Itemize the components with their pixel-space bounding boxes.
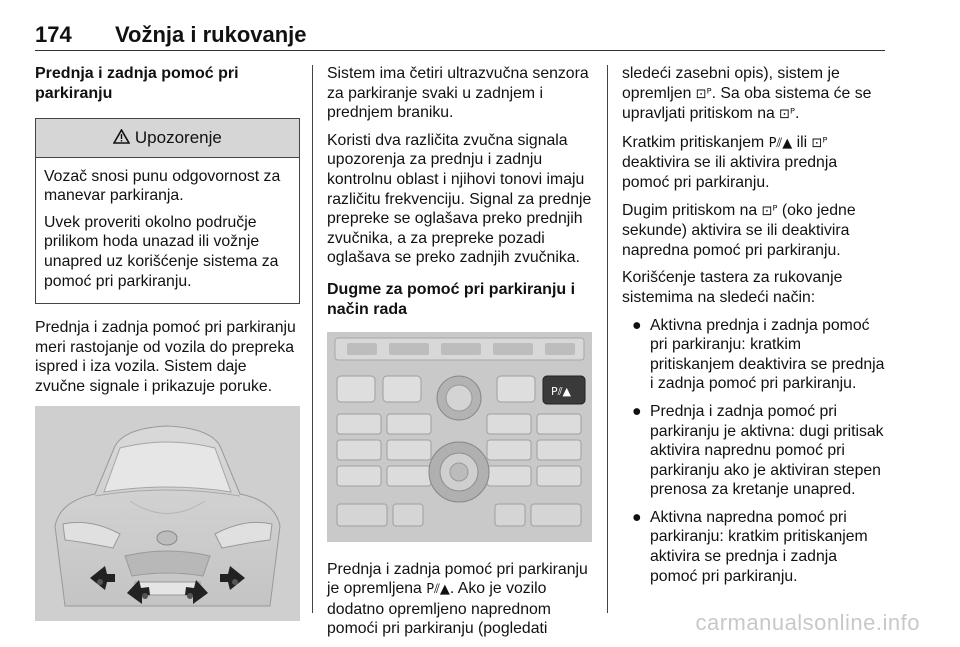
intro-paragraph: Prednja i zadnja pomoć pri parkiranju meri rastojanje od vozila do prepreka ispred i iza vozila. Sistem daje zvučne signale i prikazuje poruke.	[35, 319, 296, 395]
paragraph-usage: Korišćenje tastera za rukovanje sistemima na sledeći način:	[622, 269, 843, 306]
paragraph-long-press	[622, 201, 888, 261]
paragraph-signals: Koristi dva različita zvučna signala upozorenja za prednju i zadnju kontrolnu oblast i njihovi tonovi imaju različitu frekvenciju. Signal za prednje prepreke se oglašava preko prednjih zvučnika, a za prepreke pozadi oglašava se preko zadnjih zvučnika.	[327, 131, 592, 267]
list-item: ● Prednja i zadnja pomoć pri parkiranju je aktivna: dugi pritisak aktivira naprednu pomoć pri parkiranju ako je aktiviran stepen prenosa za kretanje unapred.	[632, 402, 884, 499]
list-item-text: Aktivna prednja i zadnja pomoć pri parkiranju: kratkim pritiskanjem deaktivira se prednja i zadnja pomoć pri parkiranju.	[650, 316, 885, 393]
watermark: carmanualsonline.info	[695, 610, 920, 635]
warning-body	[36, 158, 299, 304]
short-press-c: deaktivira se ili aktivira prednja pomoć pri parkiranju.	[622, 154, 838, 191]
paragraph-sensors: Sistem ima četiri ultrazvučna senzora za parkiranje svaki u zadnjem i prednjem braniku.	[327, 65, 589, 122]
short-press-a: Kratkim pritiskanjem	[622, 133, 765, 151]
usage-list	[622, 316, 888, 587]
column-divider-1	[312, 65, 313, 613]
list-item-text: Prednja i zadnja pomoć pri parkiranju je aktivna: dugi pritisak aktivira naprednu pomoć pri parkiranju ako je aktiviran stepen prenosa za kretanje unapred.	[650, 402, 884, 499]
list-item: ● Aktivna napredna pomoć pri parkiranju: kratkim pritiskanjem aktivira se prednja i zadnja pomoć pri parkiranju.	[632, 508, 868, 585]
list-item: ● Aktivna prednja i zadnja pomoć pri parkiranju: kratkim pritiskanjem deaktivira se prednja i zadnja pomoć pri parkiranju.	[632, 316, 885, 393]
paragraph-short-press	[622, 133, 888, 193]
long-press-a: Dugim pritiskom na	[622, 201, 758, 219]
console-illustration	[327, 332, 592, 548]
subheading-button: Dugme za pomoć pri parkiranju i način rada	[327, 280, 576, 318]
short-press-b: ili	[796, 133, 808, 151]
advanced-parking-icon: ⊡ᴾ	[761, 203, 778, 219]
warning-header	[36, 119, 299, 158]
header-rule	[35, 50, 885, 51]
column-divider-2	[607, 65, 608, 613]
paragraph-equipped-text-b: . Ako je vozilo dodatno opremljeno naprednom pomoći pri parkiranju (pogledati	[327, 580, 551, 638]
list-item-text: Aktivna napredna pomoć pri parkiranju: kratkim pritiskanjem aktivira se prednja i zadnja pomoć pri parkiranju.	[650, 508, 868, 585]
warning-text-1: Vozač snosi punu odgovornost za manevar parkiranja.	[44, 167, 281, 205]
adv-intro-b: . Sa oba sistema će se upravljati pritiskom na	[622, 84, 872, 123]
paragraph-equipped-text-a: Prednja i zadnja pomoć pri parkiranju je opremljena	[327, 560, 588, 598]
advanced-parking-icon: ⊡ᴾ	[779, 107, 795, 123]
column-2	[327, 64, 592, 647]
chapter-title: Vožnja i rukovanje	[115, 22, 307, 47]
svg-text:P⫽▲: P⫽▲	[551, 384, 571, 398]
car-sensors-illustration	[35, 406, 300, 627]
page-number: 174	[35, 22, 72, 47]
parking-assist-button-icon: P⫽▲	[426, 582, 450, 598]
section-title: Prednja i zadnja pomoć pri parkiranju	[35, 65, 239, 102]
warning-triangle-icon	[113, 128, 135, 147]
adv-intro-c: .	[795, 105, 800, 123]
advanced-parking-icon: ⊡ᴾ	[695, 86, 712, 102]
warning-box	[35, 118, 300, 304]
advanced-parking-icon: ⊡ᴾ	[811, 135, 828, 151]
warning-text-2: Uvek proveriti okolno područje prilikom hoda unazad ili vožnje unapred uz korišćenje sistema za pomoć pri parkiranju.	[44, 213, 279, 290]
paragraph-advanced-intro	[622, 64, 888, 125]
paragraph-equipped	[327, 560, 592, 639]
warning-title: Upozorenje	[134, 128, 222, 147]
column-1	[35, 64, 300, 638]
column-3	[622, 64, 888, 594]
long-press-b: (oko jedne sekunde) aktivira se ili deaktivira napredna pomoć pri parkiranju.	[622, 201, 856, 259]
adv-intro-a: sledeći zasebni opis), sistem je opremljen	[622, 65, 840, 102]
parking-assist-button-icon: P⫽▲	[768, 135, 793, 151]
